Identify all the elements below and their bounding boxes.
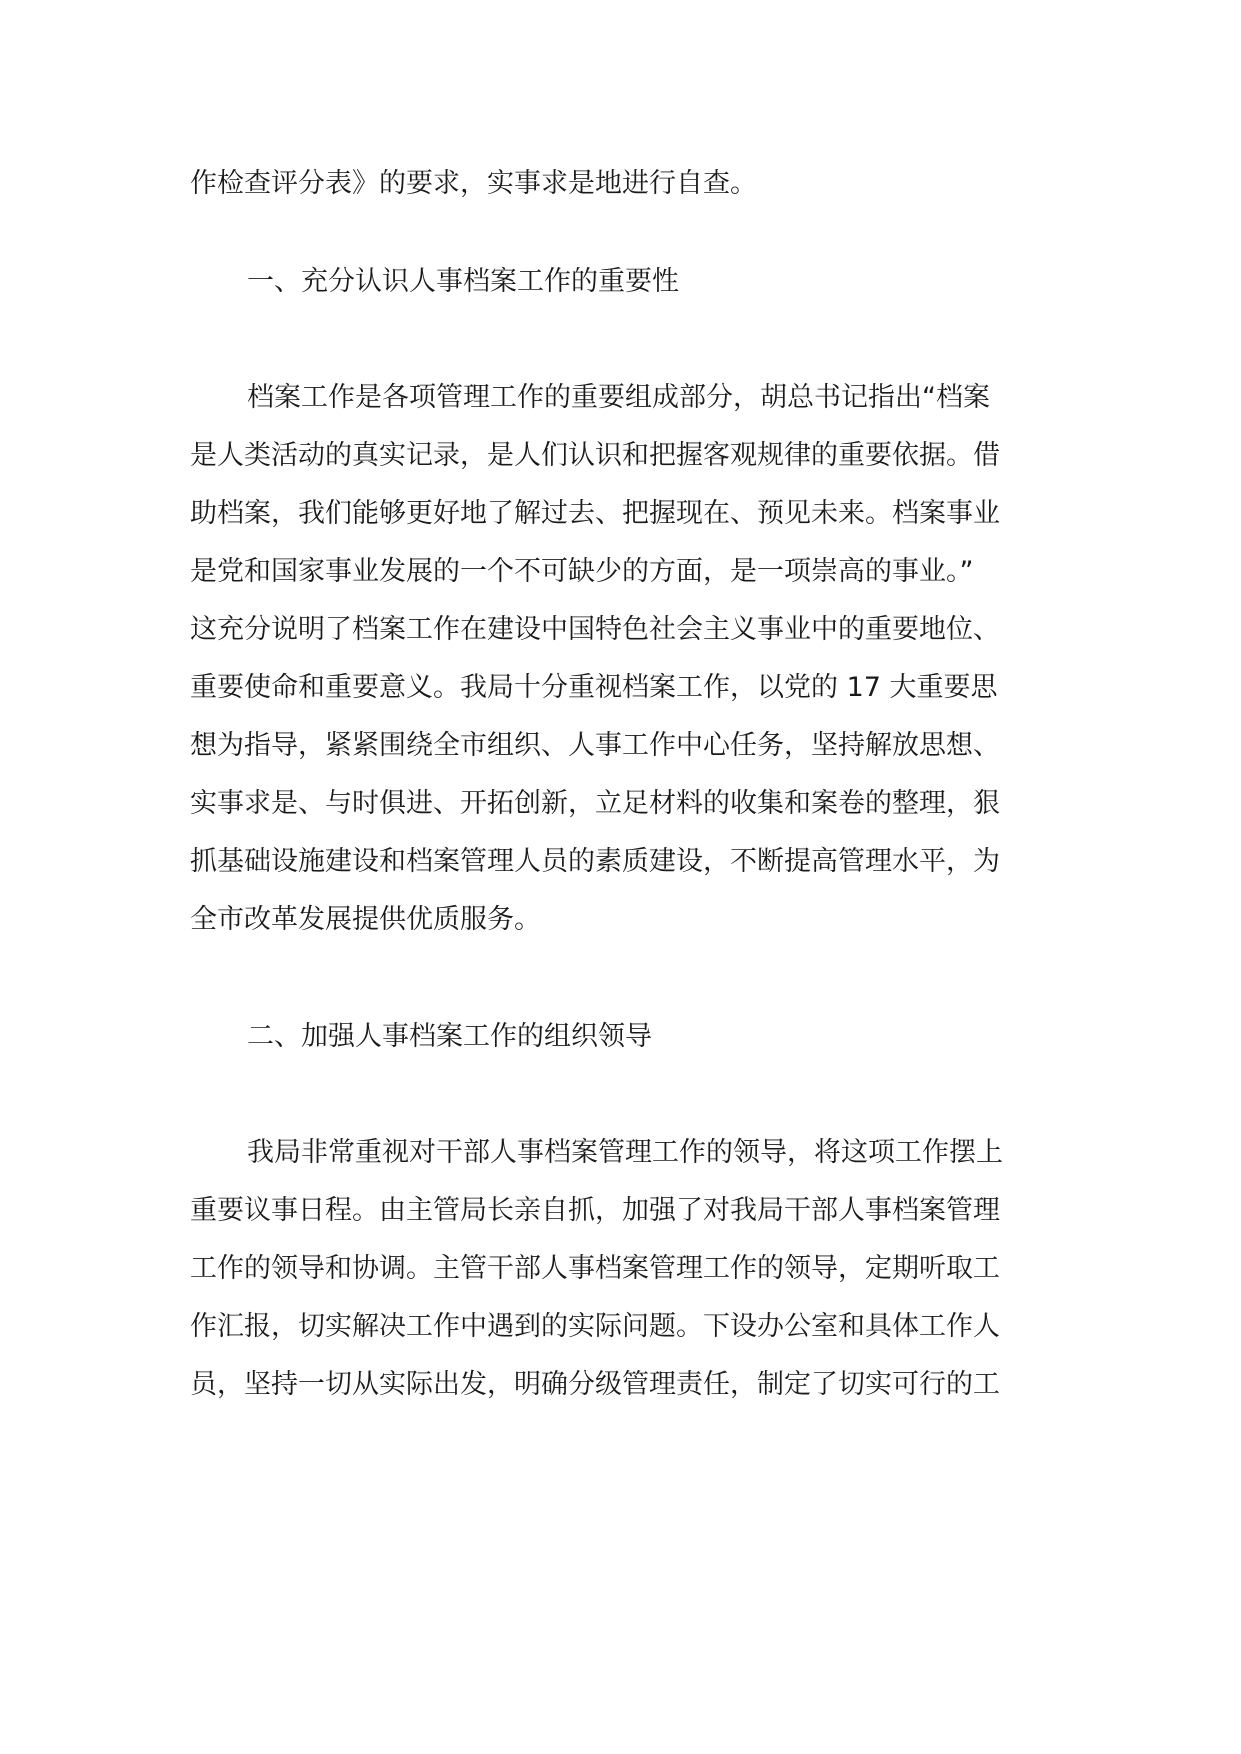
paragraph-line: 抓基础设施建设和档案管理人员的素质建设，不断提高管理水平，为 xyxy=(190,846,1000,877)
paragraph-line: 重要使命和重要意义。我局十分重视档案工作，以党的 17 大重要思 xyxy=(190,672,998,703)
paragraph-line: 员，坚持一切从实际出发，明确分级管理责任，制定了切实可行的工 xyxy=(190,1369,1000,1400)
paragraph-line: 助档案，我们能够更好地了解过去、把握现在、预见未来。档案事业 xyxy=(190,498,1000,529)
paragraph-line: 工作的领导和协调。主管干部人事档案管理工作的领导，定期听取工 xyxy=(190,1253,1000,1284)
section-heading-1: 一、充分认识人事档案工作的重要性 xyxy=(247,266,679,297)
paragraph-line: 是党和国家事业发展的一个不可缺少的方面，是一项崇高的事业。” xyxy=(190,556,974,587)
paragraph-line: 我局非常重视对干部人事档案管理工作的领导，将这项工作摆上 xyxy=(247,1137,1003,1168)
paragraph-line: 想为指导，紧紧围绕全市组织、人事工作中心任务，坚持解放思想、 xyxy=(190,730,1000,761)
paragraph-line: 作检查评分表》的要求，实事求是地进行自查。 xyxy=(190,168,757,199)
paragraph-line: 重要议事日程。由主管局长亲自抓，加强了对我局干部人事档案管理 xyxy=(190,1195,1000,1226)
paragraph-line: 是人类活动的真实记录，是人们认识和把握客观规律的重要依据。借 xyxy=(190,440,1000,471)
section-heading-2: 二、加强人事档案工作的组织领导 xyxy=(247,1021,652,1052)
paragraph-line: 档案工作是各项管理工作的重要组成部分，胡总书记指出“档案 xyxy=(247,382,990,413)
paragraph-line: 这充分说明了档案工作在建设中国特色社会主义事业中的重要地位、 xyxy=(190,614,1000,645)
paragraph-line: 作汇报，切实解决工作中遇到的实际问题。下设办公室和具体工作人 xyxy=(190,1311,1000,1342)
paragraph-line: 全市改革发展提供优质服务。 xyxy=(190,904,541,935)
paragraph-line: 实事求是、与时俱进、开拓创新，立足材料的收集和案卷的整理，狠 xyxy=(190,788,1000,819)
